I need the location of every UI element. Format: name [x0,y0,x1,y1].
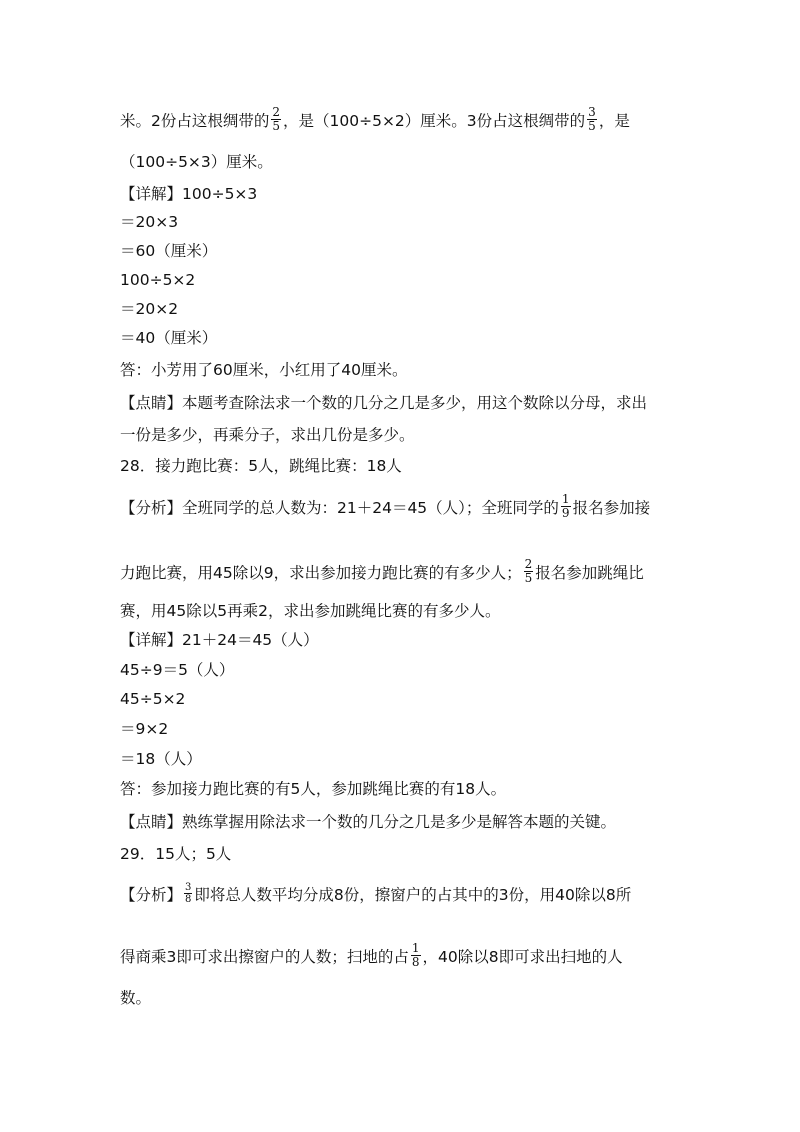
text-line: 力跑比赛，用45除以9，求出参加接力跑比赛的有多少人； $\frac{2}{5}$ 报名参加跳绳比 [120,557,644,585]
text-line: ＝20×2 [120,300,179,318]
text-line: 一份是多少，再乘分子，求出几份是多少。 [120,426,415,444]
fraction: $\frac{2}{5}$ [524,557,533,585]
question-heading: 29．15人；5人 [120,845,232,863]
text-line: 【分析】 $\frac{3}{8}$ 即将总人数平均分成8份，擦窗户的占其中的3份，用40除以8所 [120,882,632,905]
text-line: 数。 [120,989,152,1007]
text-line: 【详解】100÷5×3 [120,185,258,203]
text-line: 米。2份占这根绸带的 $\frac{2}{5}$ ，是（100÷5×2）厘米。3份占这根绸带的 $\frac{3}{5}$ ，是 [120,105,630,133]
text-line: ＝40（厘米） [120,329,218,347]
fraction: $\frac{2}{5}$ [272,105,281,133]
fraction: $\frac{1}{8}$ [411,941,420,969]
fraction: $\frac{1}{9}$ [561,492,570,520]
text-line: ＝20×3 [120,213,179,231]
text-line: 100÷5×2 [120,271,196,289]
fraction: $\frac{3}{5}$ [588,105,596,133]
text-line: 答：参加接力跑比赛的有5人，参加跳绳比赛的有18人。 [120,780,507,798]
text-line: 45÷5×2 [120,690,186,708]
question-heading: 28．接力跑比赛：5人，跳绳比赛：18人 [120,457,402,475]
text-line: 【分析】全班同学的总人数为：21＋24＝45（人）；全班同学的 $\frac{1}{9}$ 报名参加接 [120,492,651,520]
text-line: 【点睛】熟练掌握用除法求一个数的几分之几是多少是解答本题的关键。 [120,813,617,831]
text-line: 【详解】21＋24＝45（人） [120,631,319,649]
text-line: 赛，用45除以5再乘2，求出参加跳绳比赛的有多少人。 [120,602,501,620]
text-line: ＝9×2 [120,720,169,738]
text-line: ＝60（厘米） [120,242,218,260]
text-line: 答：小芳用了60厘米，小红用了40厘米。 [120,361,408,379]
text-line: ＝18（人） [120,750,202,768]
text-line: 得商乘3即可求出擦窗户的人数；扫地的占 $\frac{1}{8}$ ，40除以8即可求出扫地的人 [120,941,623,969]
text-line: 45÷9＝5（人） [120,661,235,679]
text-line: 【点睛】本题考查除法求一个数的几分之几是多少，用这个数除以分母，求出 [120,394,648,412]
text-line: （100÷5×3）厘米。 [120,153,273,171]
fraction: $\frac{3}{8}$ [185,882,192,905]
